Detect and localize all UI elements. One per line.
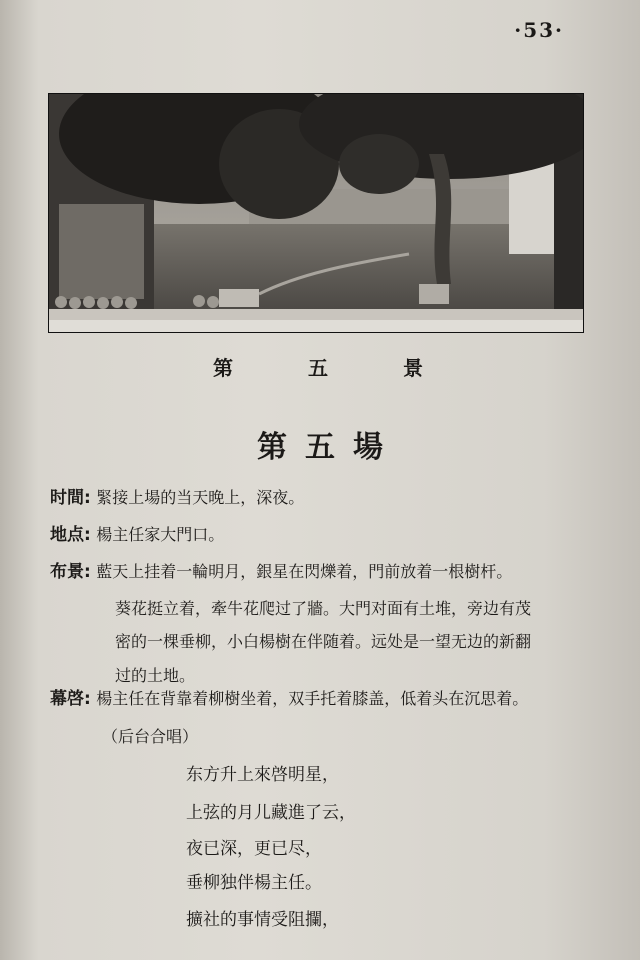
act-title: 第五場 (257, 430, 401, 465)
time-row (50, 487, 304, 509)
scene-title: 第 五 景 (213, 356, 457, 380)
place-text: 楊主任家大門口。 (96, 525, 225, 544)
set-text-line-4: 过的土地。 (115, 666, 196, 685)
set-row (50, 561, 512, 583)
page-number: ·53· (514, 18, 564, 42)
stage-set-photo-icon (49, 94, 583, 332)
verse-line-3: 夜已深，更已尽， (186, 839, 322, 859)
curtain-row (50, 688, 528, 710)
set-text-line-2: 葵花挺立着，牽牛花爬过了牆。大門对面有土堆，旁边有茂 (115, 599, 532, 618)
curtain-text: 楊主任在背靠着柳樹坐着，双手托着膝盖，低着头在沉思着。 (96, 689, 529, 708)
set-label: 布景: (50, 562, 91, 582)
time-text: 緊接上場的当天晚上，深夜。 (96, 488, 305, 507)
time-label: 时間: (50, 488, 91, 508)
verse-line-4: 垂柳独伴楊主任。 (186, 873, 322, 893)
chorus-note: （后台合唱） (102, 727, 199, 746)
verse-line-1: 东方升上來啓明星， (186, 765, 339, 785)
stage-set-photo (48, 93, 584, 333)
verse-line-2: 上弦的月儿藏進了云， (186, 803, 356, 823)
place-row (50, 524, 224, 546)
verse-line-5: 擴社的事情受阻攔， (186, 910, 339, 930)
place-label: 地点: (50, 525, 91, 545)
curtain-label: 幕啓: (50, 689, 91, 709)
set-text-line-3: 密的一棵垂柳，小白楊樹在伴随着。远处是一望无边的新翻 (115, 632, 532, 651)
set-text-line-1: 藍天上挂着一輪明月，銀星在閃爍着，門前放着一根樹杆。 (96, 562, 513, 581)
